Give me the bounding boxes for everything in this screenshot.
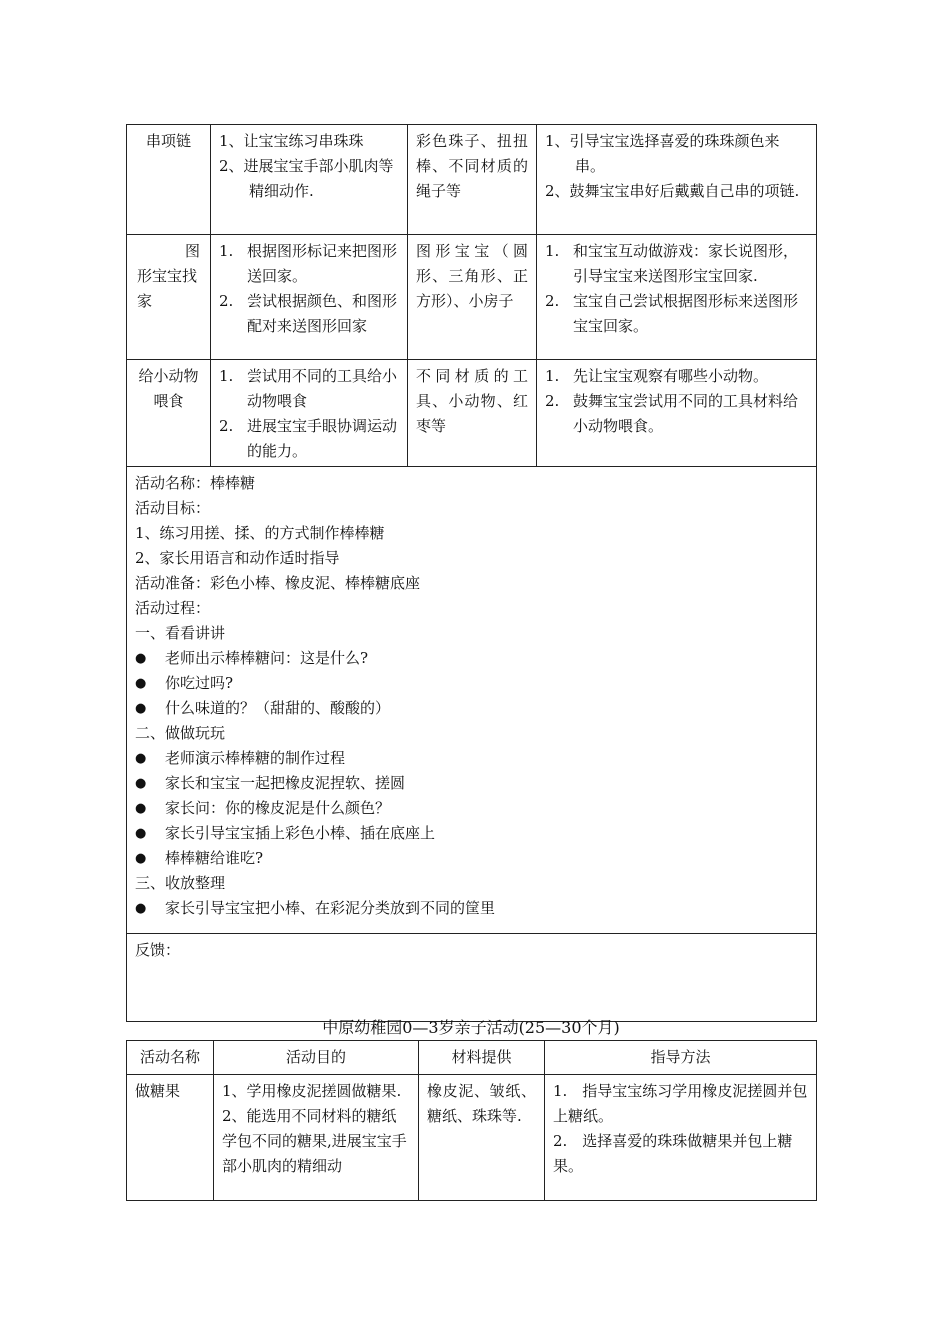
- methods-cell: [537, 360, 817, 467]
- bullet-icon: ●: [135, 651, 147, 666]
- method-item: 1. 指导宝宝练习学用橡皮泥搓圆并包上糖纸。: [553, 1082, 808, 1125]
- method-item: 2. 选择喜爱的珠珠做糖果并包上糖果。: [553, 1132, 793, 1175]
- section-heading: 二、做做玩玩: [135, 724, 226, 742]
- table-header-row: [127, 1041, 817, 1075]
- process-label: 活动过程：: [135, 599, 211, 617]
- list-number: 2.: [219, 292, 234, 310]
- list-number: 1.: [545, 242, 560, 260]
- column-header: 指导方法: [545, 1041, 817, 1075]
- goal-item: 1、让宝宝练习串珠珠: [219, 132, 364, 150]
- materials-cell: [408, 235, 537, 360]
- list-item: [135, 771, 808, 796]
- goal-line: 1、练习用搓、揉、的方式制作棒棒糖: [135, 524, 385, 542]
- table-row: [127, 125, 817, 235]
- activity-name-cell: [127, 1075, 214, 1201]
- list-item: [135, 671, 808, 696]
- goal-item: 2、进展宝宝手部小肌肉等精细动作.: [219, 157, 394, 200]
- section-caption: 中原幼稚园0—3岁亲子活动(25—30个月): [322, 1018, 620, 1037]
- activity-name-cell: [127, 125, 211, 235]
- preparation-line: 活动准备：彩色小棒、橡皮泥、棒棒糖底座: [135, 574, 421, 592]
- goal-label: 活动目标：: [135, 499, 211, 517]
- table-row: [127, 934, 817, 1022]
- method-item: 先让宝宝观察有哪些小动物。: [573, 367, 769, 385]
- goal-line: 2、家长用语言和动作适时指导: [135, 549, 340, 567]
- list-item-text: 什么味道的？（甜甜的、酸酸的）: [165, 699, 391, 717]
- list-item-text: 老师演示棒棒糖的制作过程: [165, 749, 346, 767]
- methods-cell: [537, 125, 817, 235]
- bullet-icon: ●: [135, 701, 147, 716]
- goals-cell: [214, 1075, 419, 1201]
- list-item: [135, 796, 808, 821]
- activity-name-cell: [127, 235, 211, 360]
- activity-name: 做糖果: [135, 1082, 181, 1100]
- activity-title: 活动名称：棒棒糖: [135, 474, 256, 492]
- column-header: 活动目的: [214, 1041, 419, 1075]
- materials-cell: [408, 125, 537, 235]
- goal-item: 1、学用橡皮泥搓圆做糖果.: [222, 1082, 402, 1100]
- bullet-icon: ●: [135, 826, 147, 841]
- methods-cell: [545, 1075, 817, 1201]
- materials-text: 橡皮泥、皱纸、糖纸、珠珠等.: [427, 1082, 536, 1125]
- list-item-text: 家长和宝宝一起把橡皮泥捏软、搓圆: [165, 774, 406, 792]
- method-item: 2、鼓舞宝宝串好后戴戴自己串的项链.: [545, 182, 800, 200]
- method-item: 鼓舞宝宝尝试用不同的工具材料给小动物喂食。: [573, 392, 799, 435]
- table-row: [127, 467, 817, 934]
- list-item-text: 你吃过吗?: [165, 674, 234, 692]
- bullet-icon: ●: [135, 851, 147, 866]
- table-row: [127, 360, 817, 467]
- column-header: 活动名称: [127, 1041, 214, 1075]
- section-heading: 一、看看讲讲: [135, 624, 226, 642]
- list-number: 2.: [545, 292, 560, 310]
- goals-cell: [211, 235, 408, 360]
- materials-text: 图形宝宝（圆形、三角形、正方形）、小房子: [416, 242, 528, 310]
- section-heading: 三、收放整理: [135, 874, 226, 892]
- list-item: [135, 821, 808, 846]
- goal-item: 尝试根据颜色、和图形配对来送图形回家: [247, 292, 398, 335]
- list-number: 2.: [219, 417, 234, 435]
- activity-name-cell: [127, 360, 211, 467]
- goal-item: 尝试用不同的工具给小动物喂食: [247, 367, 398, 410]
- materials-text: 不同材质的工具、小动物、红枣等: [416, 367, 528, 435]
- list-item: [135, 896, 808, 921]
- activity-name: 串项链: [145, 132, 191, 150]
- list-number: 2.: [545, 392, 560, 410]
- activity-name: 给小动物喂食: [138, 367, 199, 410]
- list-item-text: 家长问：你的橡皮泥是什么颜色？: [165, 799, 391, 817]
- list-item: [135, 746, 808, 771]
- list-number: 1.: [219, 242, 234, 260]
- bullet-icon: ●: [135, 901, 147, 916]
- activity-name: 图形宝宝找家: [137, 242, 201, 310]
- column-header: 材料提供: [419, 1041, 545, 1075]
- list-item: [135, 696, 808, 721]
- method-item: 和宝宝互动做游戏：家长说图形，引导宝宝来送图形宝宝回家.: [573, 242, 799, 285]
- activity-table-top: [126, 124, 817, 1022]
- list-item-text: 棒棒糖给谁吃?: [165, 849, 264, 867]
- table-row: [127, 1075, 817, 1201]
- feedback-label: 反馈：: [135, 941, 181, 959]
- bullet-icon: ●: [135, 751, 147, 766]
- activity-table-bottom: [126, 1040, 817, 1201]
- feedback-cell: [127, 934, 817, 1022]
- goal-item: 根据图形标记来把图形送回家。: [247, 242, 398, 285]
- goals-cell: [211, 360, 408, 467]
- list-item-text: 老师出示棒棒糖问：这是什么?: [165, 649, 369, 667]
- materials-text: 彩色珠子、扭扭棒、不同材质的绳子等: [416, 132, 528, 200]
- methods-cell: [537, 235, 817, 360]
- method-item: 1、引导宝宝选择喜爱的珠珠颜色来串。: [545, 132, 780, 175]
- materials-cell: [419, 1075, 545, 1201]
- goal-item: 进展宝宝手眼协调运动的能力。: [247, 417, 398, 460]
- bullet-icon: ●: [135, 801, 147, 816]
- materials-cell: [408, 360, 537, 467]
- goals-cell: [211, 125, 408, 235]
- activity-plan-cell: [127, 467, 817, 934]
- method-item: 宝宝自己尝试根据图形标来送图形宝宝回家。: [573, 292, 799, 335]
- bullet-icon: ●: [135, 776, 147, 791]
- list-item: [135, 846, 808, 871]
- list-item: [135, 646, 808, 671]
- list-number: 1.: [219, 367, 234, 385]
- bullet-icon: ●: [135, 676, 147, 691]
- list-item-text: 家长引导宝宝插上彩色小棒、插在底座上: [165, 824, 436, 842]
- list-item-text: 家长引导宝宝把小棒、在彩泥分类放到不同的筐里: [165, 899, 496, 917]
- table-row: [127, 235, 817, 360]
- list-number: 1.: [545, 367, 560, 385]
- goal-item: 2、能选用不同材料的糖纸学包不同的糖果,进展宝宝手部小肌肉的精细动: [222, 1107, 407, 1175]
